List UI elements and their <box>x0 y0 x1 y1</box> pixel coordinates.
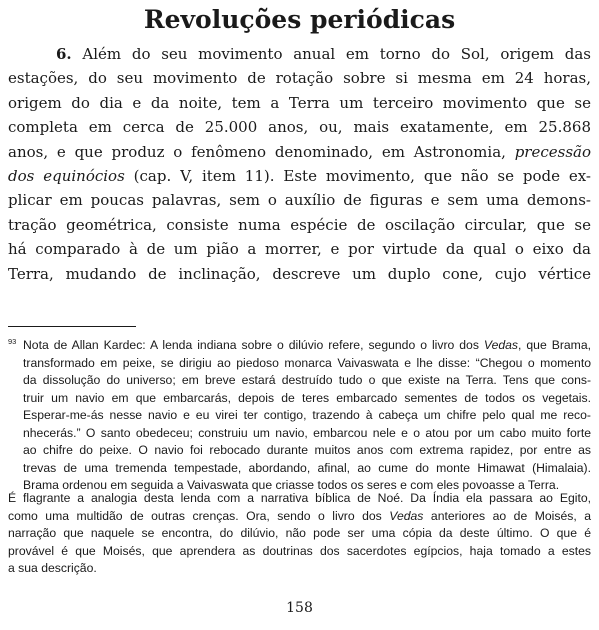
footnote-line: É flagrante a analogia desta lenda com a narrativa bíblica de Noé. Da Índia ela passara ao Egito, <box>8 491 591 505</box>
italic-term: Vedas <box>389 508 424 523</box>
footnote-line: truir um navio em que embarcarás, depois de teres embarcado sementes de todos os vegetais. <box>23 390 591 405</box>
footnote-line: como uma multidão de outras crenças. Ora, sendo o livro dos Vedas anteriores ao de Moisés, a <box>8 508 591 523</box>
page-number: 158 <box>286 600 313 616</box>
footnote-line: trevas de uma tremenda tempestade, abordando, afinal, ao cume do monte Himawat (Himalaia). <box>23 460 591 475</box>
paragraph-line: plicar em poucas palavras, sem o auxílio de figuras e sem uma demons- <box>8 191 591 210</box>
paragraph-line: Terra, mudando de inclinação, descreve um duplo cone, cujo vértice <box>8 264 591 283</box>
paragraph-line: estações, do seu movimento de rotação sobre si mesma em 24 horas, <box>8 69 591 88</box>
italic-term: Vedas <box>483 338 519 352</box>
footnote-line: a sua descrição. <box>8 561 97 575</box>
paragraph-number: 6. <box>56 45 72 63</box>
footnote-line: da dissolução do universo; em breve estará destruído tudo o que existe na Terra. Tens que cons- <box>23 373 591 387</box>
footnote <box>8 333 591 495</box>
italic-term: precessão <box>514 142 591 161</box>
paragraph-line: 6. Além do seu movimento anual em torno do Sol, origem das <box>56 45 591 63</box>
section-heading: Revoluções periódicas <box>143 5 456 34</box>
footnote-divider <box>8 326 136 327</box>
footnote-marker: 93 <box>8 337 17 346</box>
footnote-line: $^{93}$ Nota de Allan Kardec: A lenda indiana sobre o dilúvio refere, segundo o livro dos Vedas, que Brama, <box>8 333 591 355</box>
paragraph-line: tração geométrica, consiste numa espécie de oscilação circular, que se <box>8 215 591 234</box>
footnote-line: Brama ordenou em seguida a Vaivaswata que criasse todos os seres e com eles povoasse a Terra. <box>23 478 560 492</box>
italic-term: dos equinócios <box>8 167 125 186</box>
footnote-line: narração que naquele se encontra, do dilúvio, não pode ser uma cópia da deste último. O que é <box>8 526 591 540</box>
paragraph-line: completa em cerca de 25.000 anos, ou, mais exatamente, em 25.868 <box>8 118 591 137</box>
paragraph-line: origem do dia e da noite, tem a Terra um terceiro movimento que se <box>8 93 591 112</box>
footnote-line: provável é que Moisés, que aprendera as doutrinas dos sacerdotes egípcios, haja tomado a estes <box>8 543 591 558</box>
footnote-line: ao chifre do peixe. O navio foi rebocado durante muitos anos com extrema rapidez, por entre as <box>23 443 591 457</box>
paragraph-line: dos equinócios (cap. V, item 11). Este movimento, que não se pode ex- <box>8 167 591 186</box>
main-paragraph <box>8 42 591 286</box>
footnote-line: transformado em peixe, se dirigiu ao piedoso monarca Vaivaswata e lhe disse: “Chegou o momento <box>23 355 591 370</box>
paragraph-line: anos, e que produz o fenômeno denominado, em Astronomia, precessão <box>8 142 591 161</box>
footnote-line: nhecerás.” O santo obedeceu; construiu um navio, embarcou nele e o atou por um cabo muito forte <box>23 425 591 440</box>
footnote-line: Esperar-me-ás nesse navio e eu virei ter contigo, trazendo à cabeça um chifre pelo qual me reco- <box>23 408 591 422</box>
paragraph-line: há comparado à de um pião a morrer, e por virtude da qual o eixo da <box>8 240 591 259</box>
footnote-paragraph-2 <box>8 490 591 578</box>
